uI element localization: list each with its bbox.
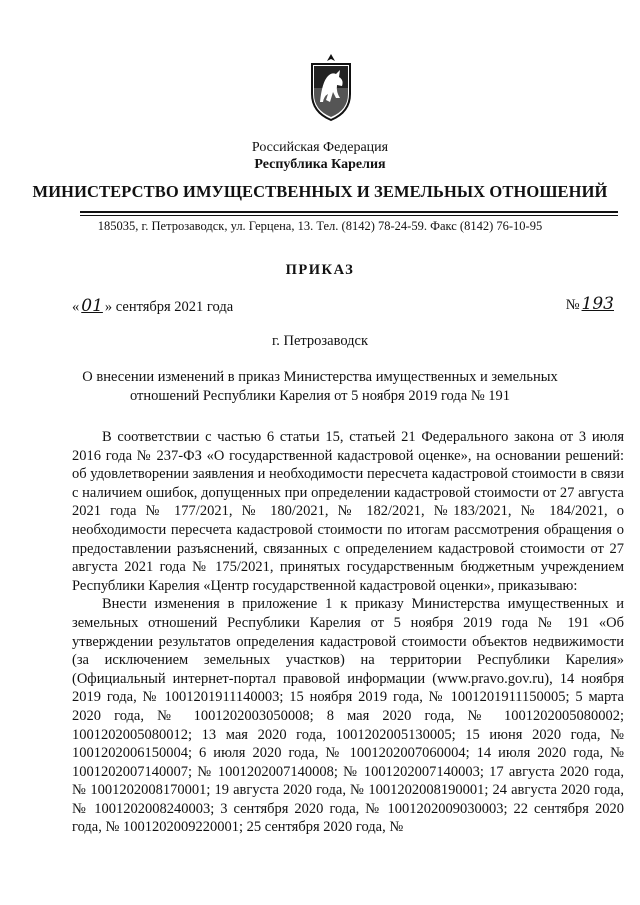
subject-line-1: О внесении изменений в приказ Министерства имущественных и земельных — [82, 369, 558, 385]
order-body — [72, 428, 624, 837]
date-day-handwritten: 01 — [81, 296, 103, 316]
header-divider-thick — [80, 211, 618, 213]
karelia-coat-of-arms-icon — [306, 52, 356, 122]
country-name: Российская Федерация — [251, 140, 389, 155]
body-paragraph-1: В соответствии с частью 6 статьи 15, статьей 21 Федерального закона от 3 июля 2016 года № 237-ФЗ «О государственной кадастровой оценке», на основании решений: об удовлетворении заявления и необходимости пересчета кадастровой стоимости в связи с наличием ошибок, допущенных при определении кадастровой стоимости от 27 августа 2021 года № 177/2021, № 180/2021, № 182/2021, №183/2021, № 184/2021, о необходимости пересчета кадастровой стоимости по итогам рассмотрения обращения о предоставлении разъяснений, связанных с определением кадастровой стоимости от 27 августа 2021 года № 175/2021, принятых государственным бюджетным учреждением Республики Карелия «Центр государственной кадастровой оценки», приказываю: — [72, 429, 624, 594]
body-paragraph-2: Внести изменения в приложение 1 к приказу Министерства имущественных и земельных отношений Республики Карелия от 5 ноября 2019 года № 191 «Об утверждении результатов определения кадастровой стоимости объектов недвижимости (за исключением земельных участков) на территории Республики Карелия» (Официальный интернет-портал правовой информации (www.pravo.gov.ru), 14 ноября 2019 года, № 1001201911140003; 15 ноября 2019 года, № 1001201911150005; 5 марта 2020 года, № 1001202003050008; 8 мая 2020 года, № 1001202005080002; 1001202005080012; 13 мая 2020 года, 1001202005130005; 15 июня 2020 года, № 1001202006150004; 6 июля 2020 года, № 1001202007060004; 14 июля 2020 года, № 1001202007140007; № 1001202007140008; № 1001202007140003; 17 августа 2020 года, № 1001202008170001; 19 августа 2020 года, № 1001202008190001; 24 августа 2020 года, № 1001202008240003; 3 сентября 2020 года, № 1001202009030003; 22 сентября 2020 года, № 1001202009220001; 25 сентября 2020 года, № — [72, 596, 624, 836]
date-rest: » сентября 2021 года — [104, 299, 234, 315]
date-open-quote: « — [72, 299, 80, 315]
order-number — [566, 294, 616, 314]
order-subject — [0, 368, 640, 406]
subject-line-2: отношений Республики Карелия от 5 ноября 2019 года № 191 — [129, 388, 511, 404]
city: г. Петрозаводск — [271, 333, 369, 349]
order-date — [72, 296, 233, 316]
number-sign: № — [565, 297, 580, 313]
order-number-handwritten: 193 — [581, 294, 614, 314]
republic-name: Республика Карелия — [254, 157, 386, 172]
ministry-name: МИНИСТЕРСТВО ИМУЩЕСТВЕННЫХ И ЗЕМЕЛЬНЫХ ОТНОШЕНИЙ — [32, 182, 608, 201]
order-title: ПРИКАЗ — [285, 262, 355, 278]
ministry-address: 185035, г. Петрозаводск, ул. Герцена, 13. Тел. (8142) 78-24-59. Факс (8142) 76-10-95 — [97, 219, 543, 233]
header-divider-thin — [80, 215, 618, 216]
